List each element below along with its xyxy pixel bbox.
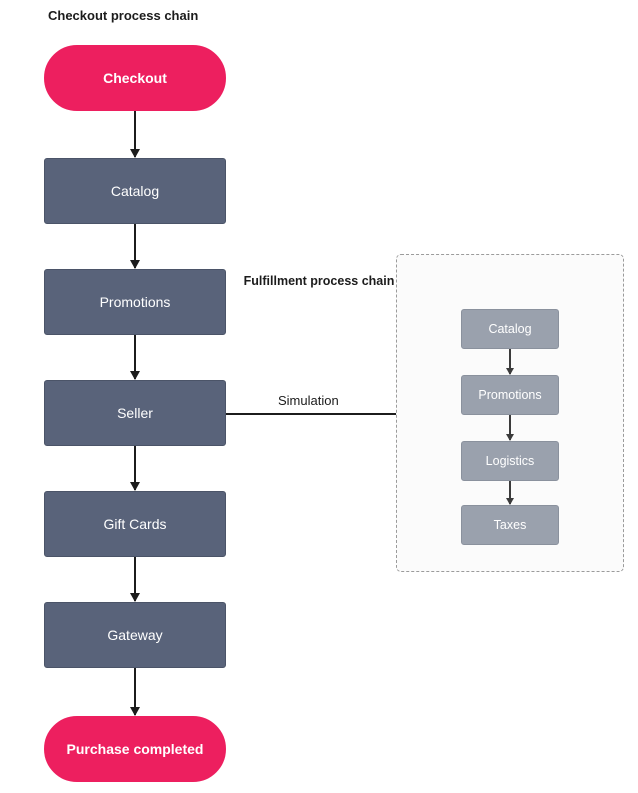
flow-arrow-6 bbox=[134, 668, 136, 715]
simulation-connector-label: Simulation bbox=[272, 393, 345, 408]
sub-node-taxes[interactable]: Taxes bbox=[461, 505, 559, 545]
node-checkout[interactable]: Checkout bbox=[44, 45, 226, 111]
fulfillment-chain-title: Fulfillment process chain bbox=[243, 274, 395, 288]
sub-flow-arrow-2 bbox=[509, 415, 511, 440]
node-seller[interactable]: Seller bbox=[44, 380, 226, 446]
flow-arrow-5 bbox=[134, 557, 136, 601]
flow-arrow-3 bbox=[134, 335, 136, 379]
node-gateway[interactable]: Gateway bbox=[44, 602, 226, 668]
flow-arrow-2 bbox=[134, 224, 136, 268]
simulation-connector-line bbox=[226, 413, 398, 415]
flow-arrow-1 bbox=[134, 111, 136, 157]
checkout-chain-title: Checkout process chain bbox=[48, 8, 199, 23]
flow-arrow-4 bbox=[134, 446, 136, 490]
sub-node-catalog[interactable]: Catalog bbox=[461, 309, 559, 349]
sub-node-promotions[interactable]: Promotions bbox=[461, 375, 559, 415]
sub-flow-arrow-1 bbox=[509, 349, 511, 374]
sub-flow-arrow-3 bbox=[509, 481, 511, 504]
node-promotions[interactable]: Promotions bbox=[44, 269, 226, 335]
sub-node-logistics[interactable]: Logistics bbox=[461, 441, 559, 481]
node-purchase-completed[interactable]: Purchase completed bbox=[44, 716, 226, 782]
node-catalog[interactable]: Catalog bbox=[44, 158, 226, 224]
node-gift-cards[interactable]: Gift Cards bbox=[44, 491, 226, 557]
